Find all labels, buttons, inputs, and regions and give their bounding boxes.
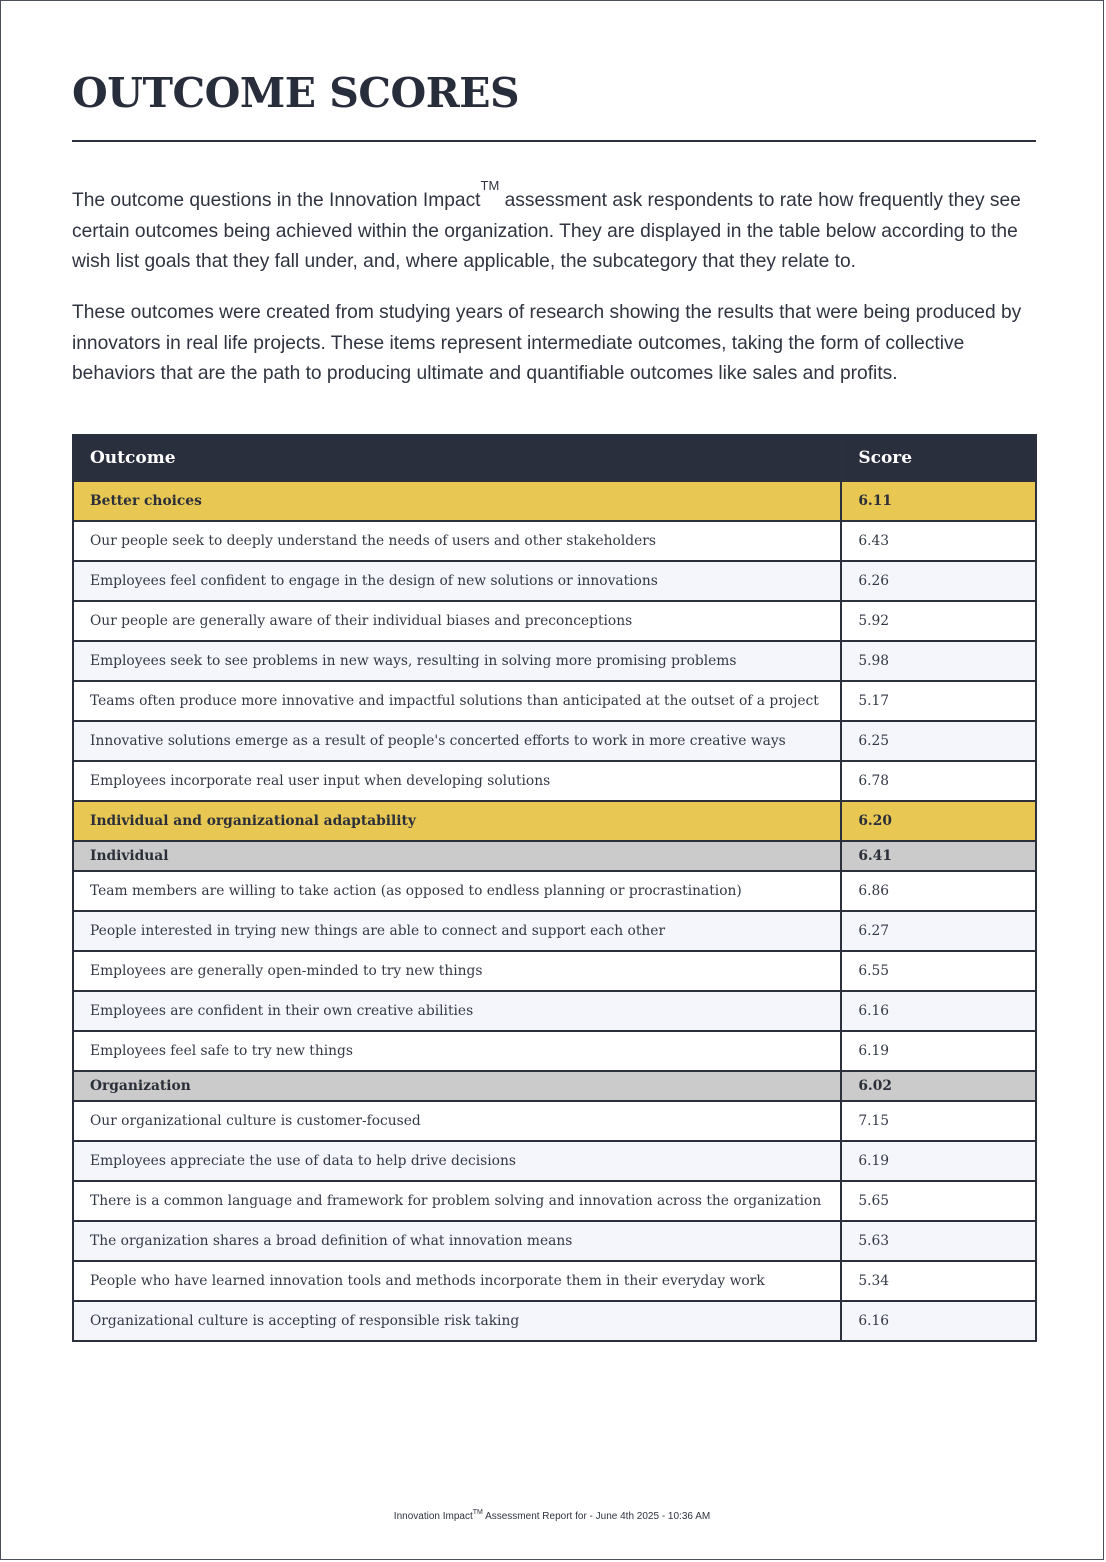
outcome-cell: Employees feel confident to engage in the design of new solutions or innovations bbox=[73, 561, 841, 601]
score-cell: 6.02 bbox=[841, 1071, 1036, 1101]
score-cell: 6.27 bbox=[841, 911, 1036, 951]
goal-row bbox=[73, 801, 1036, 841]
score-cell: 5.34 bbox=[841, 1261, 1036, 1301]
table-row bbox=[73, 561, 1036, 601]
intro-paragraph-2: These outcomes were created from studying years of research showing the results that were being produced by innovators in real life projects. These items represent intermediate outcomes, taking the form of collective behaviors that are the path to producing ultimate and quantifiable outcomes like sales and profits. bbox=[72, 302, 1022, 384]
score-cell: 6.16 bbox=[841, 991, 1036, 1031]
table-row bbox=[73, 1141, 1036, 1181]
outcome-cell: Employees seek to see problems in new ways, resulting in solving more promising problems bbox=[73, 641, 841, 681]
table-row bbox=[73, 1301, 1036, 1341]
outcome-scores-table bbox=[72, 434, 1037, 1342]
outcome-cell: The organization shares a broad definition of what innovation means bbox=[73, 1221, 841, 1261]
column-header-outcome: Outcome bbox=[73, 435, 841, 481]
outcome-cell: Organizational culture is accepting of responsible risk taking bbox=[73, 1301, 841, 1341]
score-cell: 6.11 bbox=[841, 481, 1036, 521]
outcome-cell: Employees are generally open-minded to try new things bbox=[73, 951, 841, 991]
intro-p1-after: assessment ask respondents to rate how frequently they see certain outcomes being achieved within the organization. They are displayed in the table below according to the wish list goals that they fall under, and, where applicable, the subcategory that they relate to. bbox=[72, 190, 1021, 272]
outcome-cell: Employees are confident in their own creative abilities bbox=[73, 991, 841, 1031]
table-row bbox=[73, 601, 1036, 641]
table-row bbox=[73, 951, 1036, 991]
trademark-mark: TM bbox=[480, 178, 500, 193]
score-cell: 6.19 bbox=[841, 1141, 1036, 1181]
intro-p1-before: The outcome questions in the Innovation Impact bbox=[72, 190, 481, 211]
outcome-cell: Individual and organizational adaptability bbox=[73, 801, 841, 841]
outcome-cell: Individual bbox=[73, 841, 841, 871]
outcome-cell: Better choices bbox=[73, 481, 841, 521]
outcome-cell: Employees feel safe to try new things bbox=[73, 1031, 841, 1071]
table-row bbox=[73, 641, 1036, 681]
table-row bbox=[73, 761, 1036, 801]
score-cell: 6.20 bbox=[841, 801, 1036, 841]
table-row bbox=[73, 991, 1036, 1031]
outcome-cell: Employees incorporate real user input when developing solutions bbox=[73, 761, 841, 801]
score-cell: 6.25 bbox=[841, 721, 1036, 761]
table-body bbox=[73, 481, 1036, 1341]
score-cell: 7.15 bbox=[841, 1101, 1036, 1141]
score-cell: 6.41 bbox=[841, 841, 1036, 871]
score-cell: 6.78 bbox=[841, 761, 1036, 801]
footer-text-before: Innovation Impact bbox=[393, 1511, 473, 1522]
outcome-cell: Innovative solutions emerge as a result of people's concerted efforts to work in more creative ways bbox=[73, 721, 841, 761]
outcome-cell: Our people are generally aware of their individual biases and preconceptions bbox=[73, 601, 841, 641]
outcome-cell: There is a common language and framework for problem solving and innovation across the organization bbox=[73, 1181, 841, 1221]
table-row bbox=[73, 1261, 1036, 1301]
outcome-cell: Teams often produce more innovative and impactful solutions than anticipated at the outset of a project bbox=[73, 681, 841, 721]
outcome-cell: Employees appreciate the use of data to help drive decisions bbox=[73, 1141, 841, 1181]
table-row bbox=[73, 1031, 1036, 1071]
outcome-cell: Our people seek to deeply understand the needs of users and other stakeholders bbox=[73, 521, 841, 561]
score-cell: 6.16 bbox=[841, 1301, 1036, 1341]
score-cell: 6.43 bbox=[841, 521, 1036, 561]
table-row bbox=[73, 521, 1036, 561]
goal-row bbox=[73, 481, 1036, 521]
table-header-row bbox=[73, 435, 1036, 481]
score-cell: 6.26 bbox=[841, 561, 1036, 601]
outcome-cell: Team members are willing to take action (as opposed to endless planning or procrastination) bbox=[73, 871, 841, 911]
score-cell: 6.86 bbox=[841, 871, 1036, 911]
outcome-cell: People who have learned innovation tools and methods incorporate them in their everyday work bbox=[73, 1261, 841, 1301]
table-row bbox=[73, 1181, 1036, 1221]
table-row bbox=[73, 1221, 1036, 1261]
table-row bbox=[73, 911, 1036, 951]
score-cell: 5.92 bbox=[841, 601, 1036, 641]
page-footer bbox=[1, 1511, 1103, 1522]
table-row bbox=[73, 871, 1036, 911]
footer-trademark-mark: TM bbox=[472, 1509, 483, 1516]
table-row bbox=[73, 721, 1036, 761]
score-cell: 5.98 bbox=[841, 641, 1036, 681]
column-header-score: Score bbox=[841, 435, 1036, 481]
footer-text-after: Assessment Report for - June 4th 2025 - 10:36 AM bbox=[482, 1511, 711, 1522]
score-cell: 5.63 bbox=[841, 1221, 1036, 1261]
score-cell: 6.19 bbox=[841, 1031, 1036, 1071]
score-cell: 6.55 bbox=[841, 951, 1036, 991]
outcome-cell: People interested in trying new things are able to connect and support each other bbox=[73, 911, 841, 951]
table-row bbox=[73, 681, 1036, 721]
score-cell: 5.65 bbox=[841, 1181, 1036, 1221]
intro-paragraph-1 bbox=[72, 178, 1052, 278]
title-divider bbox=[72, 140, 1036, 142]
subcategory-row bbox=[73, 1071, 1036, 1101]
subcategory-row bbox=[73, 841, 1036, 871]
page-title: OUTCOME SCORES bbox=[72, 69, 520, 117]
score-cell: 5.17 bbox=[841, 681, 1036, 721]
outcome-cell: Organization bbox=[73, 1071, 841, 1101]
outcome-cell: Our organizational culture is customer-focused bbox=[73, 1101, 841, 1141]
table-row bbox=[73, 1101, 1036, 1141]
